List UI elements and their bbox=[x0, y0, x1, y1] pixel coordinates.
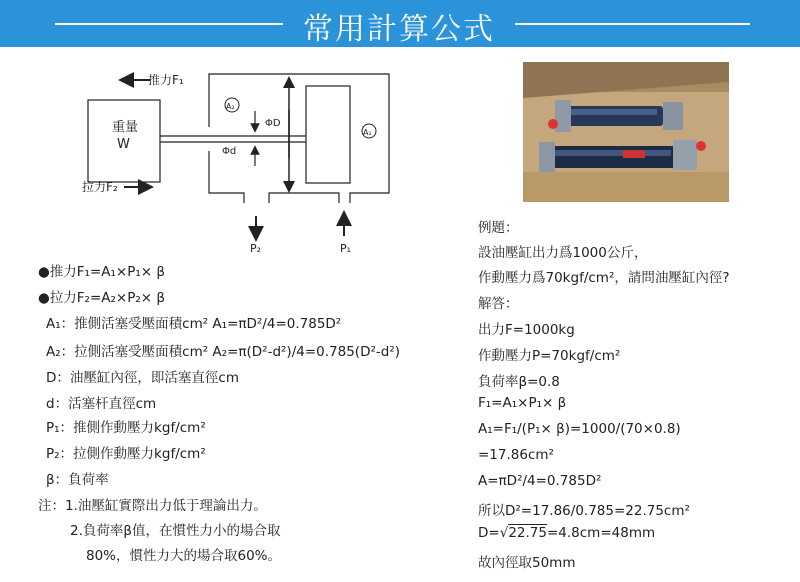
push-formula: ●推力F₁=A₁×P₁× β bbox=[38, 264, 165, 280]
sqrt-radicand: 22.75 bbox=[508, 525, 547, 541]
p2-definition: P₂：拉側作動壓力kgf/cm² bbox=[46, 446, 206, 462]
cylinder-body-bottom bbox=[209, 151, 244, 203]
example-title: 例題： bbox=[478, 220, 519, 236]
a2-definition: A₂：拉側活塞受壓面積cm² A₂=π(D²-d²)/4=0.785(D²-d²) bbox=[46, 344, 400, 360]
weight-symbol: W bbox=[117, 137, 130, 152]
example-question-1: 設油壓缸出力爲1000公斤， bbox=[478, 245, 648, 261]
answer-f1-formula: F₁=A₁×P₁× β bbox=[478, 395, 567, 411]
note-2: 2.負荷率β值，在慣性力小的場合取 bbox=[70, 523, 281, 539]
note-1: 注：1.油壓缸實際出力低于理論出力。 bbox=[38, 498, 267, 514]
example-question-2: 作動壓力爲70kgf/cm²，請問油壓缸內徑? bbox=[478, 270, 730, 286]
p1-label: P₁ bbox=[340, 242, 352, 255]
pull-label: 拉力F₂ bbox=[82, 180, 118, 194]
piston bbox=[306, 86, 350, 183]
a2-label: A₂ bbox=[226, 102, 235, 111]
p1-definition: P₁：推側作動壓力kgf/cm² bbox=[46, 420, 206, 436]
cylinder-diagram bbox=[60, 60, 440, 260]
answer-a1-result: =17.86cm² bbox=[478, 447, 554, 463]
answer-d-squared: 所以D²=17.86/0.785=22.75cm² bbox=[478, 503, 690, 519]
answer-load-rate: 負荷率β=0.8 bbox=[478, 374, 560, 390]
answer-final: 故內徑取50mm bbox=[478, 555, 576, 571]
p2-label: P₂ bbox=[250, 242, 262, 255]
phi-d-small: Φd bbox=[222, 146, 237, 157]
header-line-left bbox=[55, 23, 283, 25]
answer-d-result bbox=[478, 525, 655, 541]
header-banner bbox=[0, 0, 800, 47]
a1-label: A₁ bbox=[363, 128, 372, 137]
sqrt-prefix: D=√ bbox=[478, 525, 509, 541]
page-title: 常用計算公式 bbox=[303, 12, 495, 47]
weight-label: 重量 bbox=[112, 120, 139, 135]
header-line-right bbox=[515, 23, 750, 25]
phi-d-big: ΦD bbox=[265, 118, 281, 129]
answer-pressure: 作動壓力P=70kgf/cm² bbox=[478, 348, 621, 364]
note-2-continued: 80%，慣性力大的場合取60%。 bbox=[86, 548, 282, 564]
push-label: 推力F₁ bbox=[148, 73, 184, 87]
answer-area-formula: A=πD²/4=0.785D² bbox=[478, 473, 602, 489]
cylinder-port-area bbox=[269, 193, 339, 203]
answer-title: 解答： bbox=[478, 296, 519, 312]
answer-a1-formula: A₁=F₁/(P₁× β)=1000/(70×0.8) bbox=[478, 421, 681, 437]
pull-formula: ●拉力F₂=A₂×P₂× β bbox=[38, 290, 165, 306]
sqrt-suffix: =4.8cm=48mm bbox=[546, 525, 656, 541]
a1-definition: A₁：推側活塞受壓面積cm² A₁=πD²/4=0.785D² bbox=[46, 316, 342, 332]
d-definition: D：油壓缸內徑，即活塞直徑cm bbox=[46, 370, 239, 386]
answer-force: 出力F=1000kg bbox=[478, 322, 575, 338]
product-photo bbox=[523, 62, 729, 202]
rod-definition: d：活塞杆直徑cm bbox=[46, 396, 157, 412]
beta-definition: β：負荷率 bbox=[46, 472, 109, 488]
cylinder-body-top bbox=[209, 74, 389, 203]
